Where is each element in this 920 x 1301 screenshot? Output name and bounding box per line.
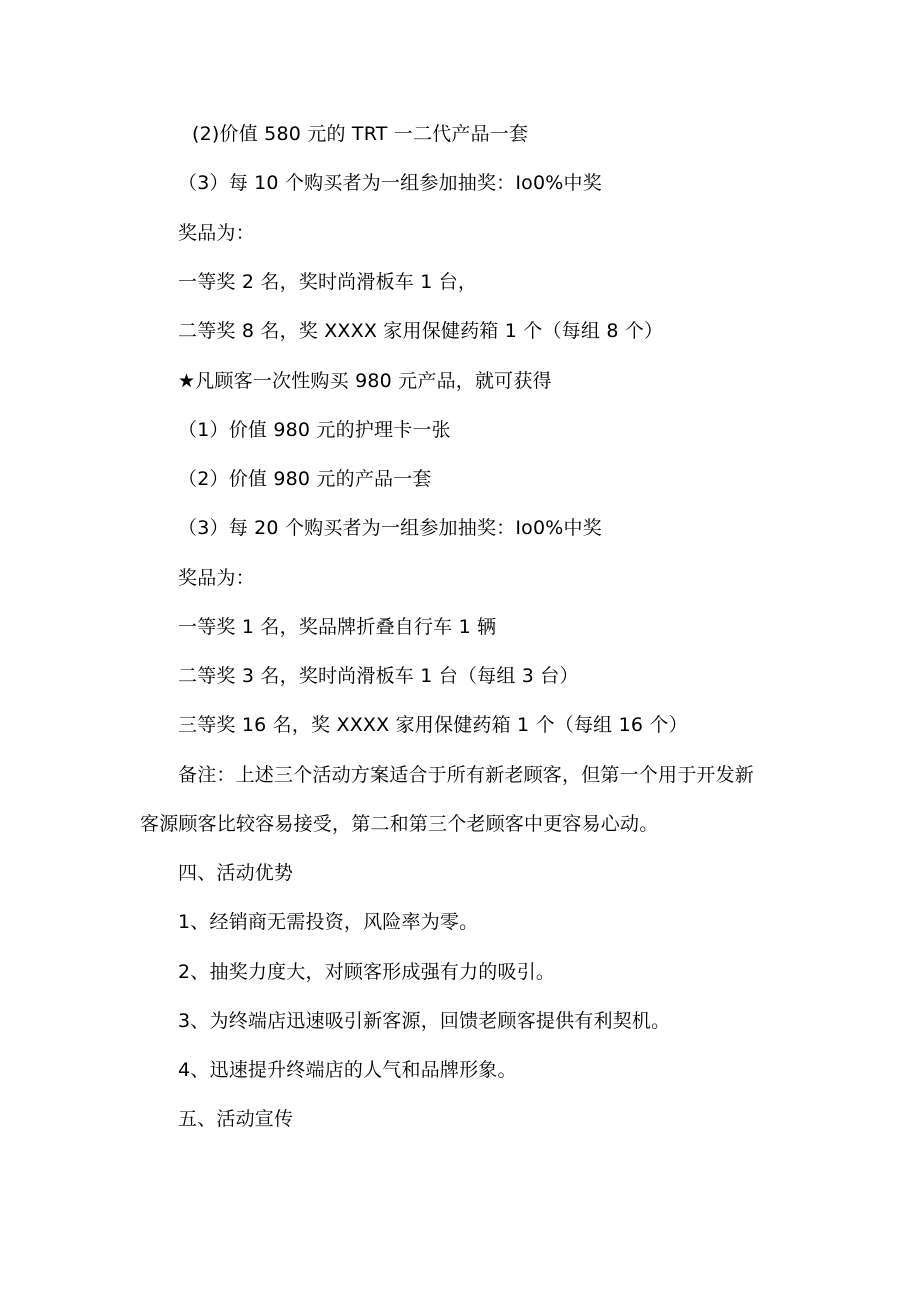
text-line-advantage-1: 1、经销商无需投资，风险率为零。 (178, 911, 479, 933)
text-line-care-card: （1）价值 980 元的护理卡一张 (178, 419, 451, 441)
text-line-note: 备注：上述三个活动方案适合于所有新老顾客，但第一个用于开发新 (178, 764, 755, 786)
text-line-third-prize: 三等奖 16 名，奖 XXXX 家用保健药箱 1 个（每组 16 个） (178, 714, 688, 736)
text-line-980-offer: ★凡顾客一次性购买 980 元产品，就可获得 (178, 370, 552, 392)
text-line-prizes-heading-2: 奖品为： (178, 567, 255, 589)
text-line-second-prize-2: 二等奖 3 名，奖时尚滑板车 1 台（每组 3 台） (178, 665, 579, 687)
text-line-advantage-4: 4、迅速提升终端店的人气和品牌形象。 (178, 1059, 517, 1081)
text-line-advantage-3: 3、为终端店迅速吸引新客源，回馈老顾客提供有利契机。 (178, 1010, 671, 1032)
text-line-first-prize-2: 一等奖 1 名，奖品牌折叠自行车 1 辆 (178, 616, 497, 638)
text-line-note-continued: 客源顾客比较容易接受，第二和第三个老顾客中更容易心动。 (140, 813, 659, 835)
section-heading-promotion: 五、活动宣传 (178, 1108, 294, 1130)
section-heading-advantages: 四、活动优势 (178, 862, 294, 884)
text-line-prize-2: (2)价值 580 元的 TRT 一二代产品一套 (192, 123, 529, 145)
text-line-lottery-3: （3）每 10 个购买者为一组参加抽奖：Io0%中奖 (178, 172, 602, 194)
text-line-lottery-20: （3）每 20 个购买者为一组参加抽奖：Io0%中奖 (178, 517, 602, 539)
text-line-first-prize: 一等奖 2 名，奖时尚滑板车 1 台， (178, 271, 478, 293)
text-line-prizes-heading: 奖品为： (178, 222, 255, 244)
text-line-advantage-2: 2、抽奖力度大，对顾客形成强有力的吸引。 (178, 961, 556, 983)
text-line-product-set: （2）价值 980 元的产品一套 (178, 468, 432, 490)
text-line-second-prize: 二等奖 8 名，奖 XXXX 家用保健药箱 1 个（每组 8 个） (178, 320, 664, 342)
